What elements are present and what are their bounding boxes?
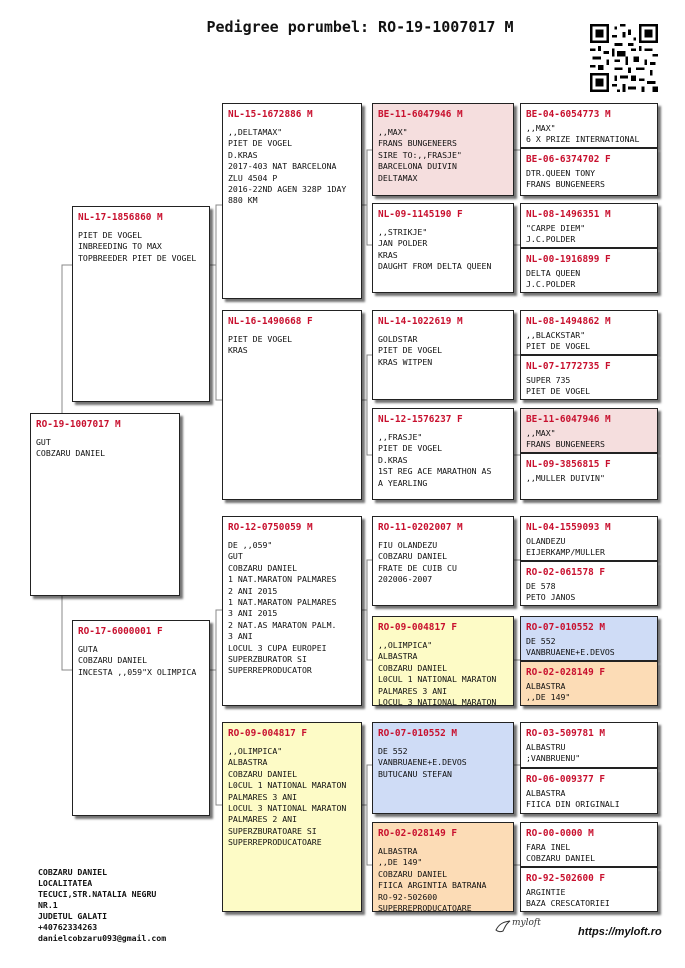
card-line: ALBASTRA: [378, 846, 418, 856]
ring-number: NL-08-1496351 M: [526, 209, 611, 220]
card-line: ,,DE 149": [378, 857, 423, 868]
card-line: ARGINTIE: [526, 887, 566, 897]
card-line: LOCUL 3 NATIONAL MARATON: [228, 803, 347, 814]
breeder-line: COBZARU DANIEL: [38, 867, 108, 877]
card-line: 2 NAT.AS MARATON PALM.: [228, 619, 337, 630]
card-line: 2 ANI 2015: [228, 585, 278, 596]
card-line: COBZARU DANIEL: [526, 853, 596, 864]
ring-number: RO-11-0202007 M: [378, 522, 463, 533]
card-line: COBZARU DANIEL: [36, 448, 106, 459]
card-line: J.C.POLDER: [526, 279, 576, 290]
pedigree-card-l14: [520, 768, 658, 814]
card-line: BAZA CRESCATORIEI: [526, 898, 610, 909]
card-line: FIU OLANDEZU: [378, 540, 438, 550]
card-line: SUPERREPRODUCATOARE: [378, 903, 472, 912]
card-line: VANBRUAENE+E.DEVOS: [378, 757, 467, 768]
card-line: PALMARES 3 ANI: [228, 791, 298, 802]
card-line: SIRE TO:,,FRASJE": [378, 149, 462, 160]
card-line: PIET DE VOGEL: [228, 138, 293, 149]
card-line: DAUGHT FROM DELTA QUEEN: [378, 261, 492, 272]
breeder-line: LOCALITATEA: [38, 878, 93, 888]
ring-number: NL-16-1490668 F: [228, 316, 313, 327]
card-line: ,,FRASJE": [378, 432, 423, 442]
card-line: 3 ANI: [228, 631, 253, 642]
card-line: DTR.QUEEN TONY: [526, 168, 596, 178]
ring-number: RO-07-010552 M: [526, 622, 606, 633]
card-line: DE 578: [526, 581, 556, 591]
card-line: ,,DE 149": [526, 692, 571, 703]
pedigree-card-l15: [520, 822, 658, 867]
card-line: ,,OLIMPICA": [228, 746, 283, 756]
card-line: J.C.POLDER: [526, 234, 576, 245]
ring-number: RO-17-6000001 F: [78, 626, 163, 637]
card-line: 1 NAT.MARATON PALMARES: [228, 597, 337, 608]
ring-number: NL-08-1494862 M: [526, 316, 611, 327]
card-line: BUTUCANU STEFAN: [378, 768, 452, 779]
ring-number: RO-02-061578 F: [526, 567, 606, 578]
card-line: INBREEDING TO MAX: [78, 241, 162, 252]
ring-number: BE-04-6054773 M: [526, 109, 611, 120]
breeder-line: NR.1: [38, 900, 58, 910]
pedigree-card-l10: [520, 561, 658, 606]
card-line: PIET DE VOGEL: [78, 230, 143, 240]
ring-number: NL-14-1022619 M: [378, 316, 463, 327]
card-line: EIJERKAMP/MULLER: [526, 547, 605, 558]
card-line: PIET DE VOGEL: [526, 386, 591, 397]
card-line: 880 KM: [228, 195, 258, 206]
pedigree-card-l1: [520, 103, 658, 148]
ring-number: BE-11-6047946 M: [526, 414, 611, 425]
card-line: VANBRUAENE+E.DEVOS: [526, 647, 615, 658]
card-line: FIICA DIN ORIGINALI: [526, 799, 620, 810]
card-line: TOPBREEDER PIET DE VOGEL: [78, 252, 197, 263]
ring-number: RO-02-028149 F: [378, 828, 458, 839]
breeder-line: JUDETUL GALATI: [38, 911, 108, 921]
pedigree-card-l3: [520, 203, 658, 248]
brand-logo: myloft: [512, 918, 541, 928]
card-line: FARA INEL: [526, 842, 571, 852]
card-line: "CARPE DIEM": [526, 223, 586, 233]
card-line: LOCUL 3 CUPA EUROPEI: [228, 642, 327, 653]
pedigree-card-dss: [372, 516, 514, 606]
card-line: ,,OLIMPICA": [378, 640, 433, 650]
card-line: COBZARU DANIEL: [78, 655, 148, 666]
breeder-email[interactable]: danielcobzaru093@gmail.com: [38, 933, 167, 943]
page-title: Pedigree porumbel: RO-19-1007017 M: [206, 18, 514, 36]
pedigree-card-ds: [222, 516, 362, 706]
card-line: 3 ANI 2015: [228, 608, 278, 619]
card-line: BARCELONA DUIVIN: [378, 161, 457, 172]
card-line: KRAS WITPEN: [378, 356, 433, 367]
card-line: ,,BLACKSTAR": [526, 330, 586, 340]
card-line: A YEARLING: [378, 477, 428, 488]
pedigree-card-l2: [520, 148, 658, 196]
card-line: PETO JANOS: [526, 592, 576, 603]
card-line: KRAS: [228, 345, 248, 356]
pedigree-card-l5: [520, 310, 658, 355]
card-line: ,,MULLER DUIVIN": [526, 473, 605, 483]
ring-number: RO-07-010552 M: [378, 728, 458, 739]
pedigree-card-dds: [372, 722, 514, 814]
card-line: GUT: [228, 551, 243, 562]
card-line: DELTA QUEEN: [526, 268, 581, 278]
ring-number: RO-19-1007017 M: [36, 419, 121, 430]
ring-number: RO-12-0750059 M: [228, 522, 313, 533]
card-line: FRANS BUNGENEERS: [378, 138, 457, 149]
card-line: ALBASTRA: [378, 651, 418, 662]
ring-number: NL-17-1856860 M: [78, 212, 163, 223]
card-line: COBZARU DANIEL: [228, 562, 298, 573]
card-line: 2016-22ND AGEN 328P 1DAY: [228, 184, 347, 195]
card-line: PIET DE VOGEL: [378, 443, 443, 454]
card-line: D.KRAS: [228, 149, 258, 160]
pedigree-card-l8: [520, 453, 658, 500]
card-line: COBZARU DANIEL: [378, 551, 448, 562]
pedigree-card-sire: [72, 206, 210, 402]
ring-number: BE-11-6047946 M: [378, 109, 463, 120]
ring-number: RO-00-0000 M: [526, 828, 594, 839]
dove-logo-icon: [494, 918, 512, 936]
card-line: ALBASTRU: [526, 742, 566, 752]
card-line: COBZARU DANIEL: [378, 662, 448, 673]
card-line: DE ,,059": [228, 540, 273, 550]
ring-number: RO-09-004817 F: [228, 728, 308, 739]
pedigree-card-sss: [372, 103, 514, 196]
card-line: FRANS BUNGENEERS: [526, 439, 605, 450]
card-line: 6 X PRIZE INTERNATIONAL: [526, 134, 640, 145]
pedigree-card-subject: [30, 413, 180, 596]
card-line: GUTA: [78, 644, 98, 654]
pedigree-card-l11: [520, 616, 658, 661]
card-line: 202006-2007: [378, 574, 433, 585]
pedigree-card-sdd: [372, 408, 514, 500]
card-line: PIET DE VOGEL: [378, 345, 443, 356]
card-line: PALMARES 3 ANI: [378, 685, 448, 696]
ring-number: BE-06-6374702 F: [526, 154, 611, 165]
breeder-line: +40762334263: [38, 922, 98, 932]
card-line: ;VANBRUENU": [526, 753, 581, 764]
ring-number: RO-03-509781 M: [526, 728, 606, 739]
card-line: L0CUL 1 NATIONAL MARATON: [228, 780, 347, 791]
pedigree-card-l12: [520, 661, 658, 706]
ring-number: NL-04-1559093 M: [526, 522, 611, 533]
ring-number: NL-09-1145190 F: [378, 209, 463, 220]
card-line: ,,DELTAMAX": [228, 127, 283, 137]
ring-number: RO-02-028149 F: [526, 667, 606, 678]
site-link[interactable]: https://myloft.ro: [578, 926, 662, 938]
card-line: D.KRAS: [378, 454, 408, 465]
card-line: 1 NAT.MARATON PALMARES: [228, 574, 337, 585]
breeder-contact: [38, 867, 166, 944]
pedigree-card-ssd: [372, 203, 514, 293]
card-line: 2017-403 NAT BARCELONA: [228, 161, 337, 172]
card-line: PIET DE VOGEL: [228, 334, 293, 344]
card-line: ,,STRIKJE": [378, 227, 428, 237]
pedigree-card-l7: [520, 408, 658, 453]
ring-number: NL-09-3856815 F: [526, 459, 611, 470]
card-line: SUPERZBURATOR SI: [228, 654, 307, 665]
card-line: RO-92-502600: [378, 891, 438, 902]
card-line: FRATE DE CUIB CU: [378, 562, 457, 573]
ring-number: RO-09-004817 F: [378, 622, 458, 633]
breeder-line: TECUCI,STR.NATALIA NEGRU: [38, 889, 157, 899]
card-line: SUPERREPRODUCATOR: [228, 665, 312, 676]
ring-number: RO-06-009377 F: [526, 774, 606, 785]
ring-number: NL-12-1576237 F: [378, 414, 463, 425]
pedigree-card-dsd: [372, 616, 514, 706]
pedigree-card-ddd: [372, 822, 514, 912]
ring-number: NL-07-1772735 F: [526, 361, 611, 372]
pedigree-card-dd: [222, 722, 362, 912]
pedigree-card-l16: [520, 867, 658, 912]
card-line: ALBASTRA: [526, 681, 566, 691]
pedigree-card-ss: [222, 103, 362, 299]
card-line: 1ST REG ACE MARATHON AS: [378, 466, 492, 477]
card-line: ,,MAX": [526, 123, 556, 133]
card-line: COBZARU DANIEL: [228, 768, 298, 779]
card-line: GUT: [36, 437, 51, 447]
pedigree-card-l4: [520, 248, 658, 293]
pedigree-card-sd: [222, 310, 362, 500]
pedigree-card-l13: [520, 722, 658, 768]
card-line: SUPERREPRODUCATOARE: [228, 837, 322, 848]
card-line: ALBASTRA: [228, 757, 268, 768]
card-line: ZLU 4504 P: [228, 172, 278, 183]
card-line: DE 552: [378, 746, 408, 756]
card-line: SUPERZBURATOARE SI: [228, 825, 317, 836]
card-line: FIICA ARGINTIA BATRANA: [378, 880, 487, 891]
card-line: L0CUL 1 NATIONAL MARATON: [378, 674, 497, 685]
card-line: ,,MAX": [378, 127, 408, 137]
ring-number: NL-00-1916899 F: [526, 254, 611, 265]
card-line: ,,MAX": [526, 428, 556, 438]
card-line: PIET DE VOGEL: [526, 341, 591, 352]
pedigree-card-sds: [372, 310, 514, 400]
card-line: LOCUL 3 NATIONAL MARATON: [378, 697, 497, 706]
card-line: SUPER 735: [526, 375, 571, 385]
pedigree-card-dam: [72, 620, 210, 816]
card-line: FRANS BUNGENEERS: [526, 179, 605, 190]
ring-number: RO-92-502600 F: [526, 873, 606, 884]
card-line: DE 552: [526, 636, 556, 646]
card-line: DELTAMAX: [378, 172, 418, 183]
ring-number: NL-15-1672886 M: [228, 109, 313, 120]
card-line: COBZARU DANIEL: [378, 868, 448, 879]
card-line: JAN POLDER: [378, 238, 428, 249]
card-line: ALBASTRA: [526, 788, 566, 798]
pedigree-card-l6: [520, 355, 658, 400]
pedigree-card-l9: [520, 516, 658, 561]
card-line: PALMARES 2 ANI: [228, 814, 298, 825]
card-line: GOLDSTAR: [378, 334, 418, 344]
card-line: OLANDEZU: [526, 536, 566, 546]
card-line: INCESTA ,,059"X OLIMPICA: [78, 666, 197, 677]
card-line: KRAS: [378, 249, 398, 260]
